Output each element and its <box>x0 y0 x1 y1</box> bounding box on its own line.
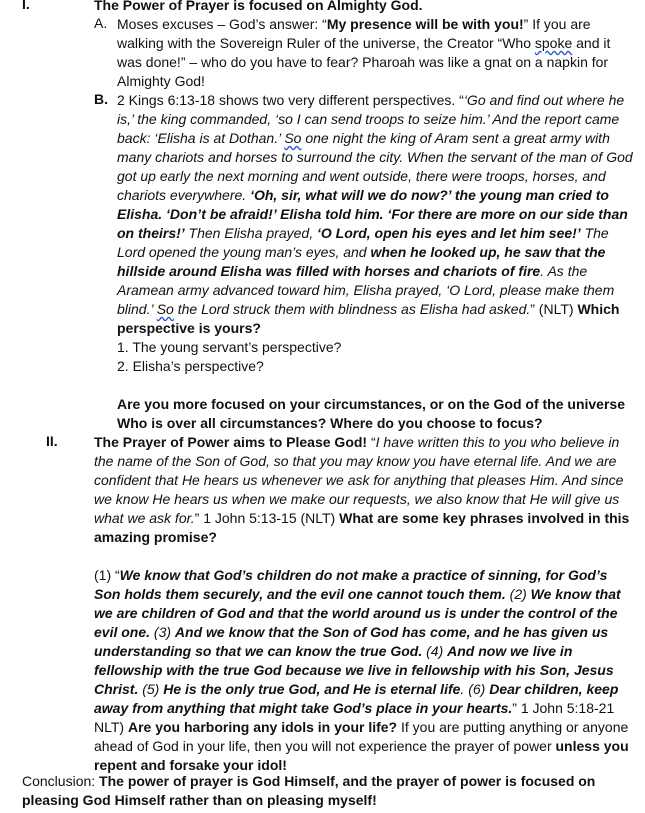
section-2-question: What are some key phrases involved in this amazing promise? <box>94 510 630 545</box>
point-b-italic-5: . As the Aramean army advanced toward him, Elisha prayed, ‘O Lord, please make them blind.’ <box>117 263 615 317</box>
focus-question <box>117 395 634 433</box>
section-2-number: II. <box>46 433 58 449</box>
conclusion-label: Conclusion: <box>22 773 100 789</box>
phrase-5-marker: (5) <box>138 681 164 697</box>
phrase-6-marker: . (6) <box>460 681 490 697</box>
point-b-text-1: 2 Kings 6:13-18 shows two very different perspectives. “ <box>117 92 464 108</box>
point-a-text-2: ” If you are walking with the Sovereign Ruler of the universe, the Creator “Who <box>117 16 591 51</box>
section-1-number: I. <box>22 0 30 12</box>
phrase-4-marker: (4) <box>422 643 448 659</box>
phrase-5: He is the only true God, and He is eternal life <box>163 681 461 697</box>
point-b-italic-1: ‘Go and find out where he is,’ the king commanded, ‘so I can send troops to seize him.’ And the report came back: ‘Elisha is at Dothan.’ <box>117 92 625 146</box>
section-2-title: The Prayer of Power aims to Please God! <box>94 434 368 450</box>
phrase-1: We know that God’s children do not make a practice of sinning, for God’s Son holds them securely, and the evil one cannot touch them. <box>94 567 608 602</box>
section-2-open-quote: “ <box>367 434 376 450</box>
section-2-verse: I have written this to you who believe in the name of the Son of God, so that you may know you have eternal life. And we are confident that He hears us whenever we ask for anything that pleases Him. And since we know He hears us when we make our requests, we also know that He will give us what we ask for. <box>94 434 624 526</box>
point-b-label: B. <box>94 91 108 107</box>
point-b-bold-italic-2: ‘O Lord, open his eyes and let him see!’ <box>316 225 581 241</box>
phrase-2-marker: (2) <box>505 586 531 602</box>
point-b-bold-italic-1: ‘Oh, sir, what will we do now?’ the young man cried to Elisha. ‘Don’t be afraid!’ Elisha told him. ‘For there are more on our side than on theirs!’ <box>117 187 628 241</box>
idols-question: Are you harboring any idols in your life? <box>127 719 398 735</box>
idols-text: If you are putting anything or anyone ahead of God in your life, then you will not experience the prayer of power <box>94 719 629 754</box>
phrase-4: And now we live in fellowship with the true God because we live in fellowship with his Son, Jesus Christ. <box>94 643 614 697</box>
phrase-3-marker: (3) <box>150 624 175 640</box>
point-b-italic-4: The Lord opened the young man’s eyes, and <box>117 225 609 260</box>
section-1-heading <box>94 0 634 15</box>
point-b-paragraph <box>117 91 634 338</box>
phrase-6: Dear children, keep away from anything that might take God’s place in your hearts. <box>94 681 619 716</box>
conclusion-text: The power of prayer is God Himself, and the prayer of power is focused on pleasing God Himself rather than on pleasing myself! <box>22 773 596 808</box>
point-a-label: A. <box>94 15 108 31</box>
phrase-1-marker: (1) “ <box>94 567 120 583</box>
key-phrases-paragraph <box>94 566 634 775</box>
point-b-so-1: So <box>284 130 302 146</box>
idols-conclusion: unless you repent and forsake your idol! <box>94 738 629 773</box>
section-2-paragraph <box>94 433 634 547</box>
list-item-2: 2. Elisha’s perspective? <box>117 358 264 374</box>
point-b-italic-3: Then Elisha prayed, <box>184 225 317 241</box>
focus-question-text: Are you more focused on your circumstances, or on the God of the universe Who is over all circumstances? Where do you choose to focus? <box>117 396 625 431</box>
point-a-text-3: and it was done!” – who do you have to fear? Pharoah was like a gnat on a napkin for Almighty God! <box>117 35 611 89</box>
section-2-reference: ” 1 John 5:13-15 (NLT) <box>194 510 340 526</box>
point-b-italic-2: one night the king of Aram sent a great army with many chariots and horses to surround the city. When the servant of the man of God got up early the next morning and went outside, there were troops, horses, and chariots everywhere. <box>117 130 633 203</box>
phrase-3: And we know that the Son of God has come, and he has given us understanding so that we can know the true God. <box>94 624 609 659</box>
conclusion-paragraph <box>22 772 612 810</box>
point-a-paragraph <box>117 15 634 91</box>
phrase-2: We know that we are children of God and that the world around us is under the control of the evil one. <box>94 586 621 640</box>
point-b-italic-6: the Lord struck them with blindness as Elisha had asked. <box>173 301 531 317</box>
point-a-text-1: Moses excuses – God’s answer: “ <box>117 16 327 32</box>
point-b-so-2: So <box>156 301 174 317</box>
point-a-spoke-word: spoke <box>534 35 573 51</box>
section-1-title: The Power of Prayer is focused on Almighty God. <box>94 0 423 13</box>
list-item-1: 1. The young servant’s perspective? <box>117 339 342 355</box>
point-a-bold-quote: My presence will be with you! <box>326 16 524 32</box>
phrases-reference: ” 1 John 5:18-21 NLT) <box>94 700 615 735</box>
point-b-citation: ” (NLT) <box>530 301 578 317</box>
point-b-bold-italic-3: when he looked up, he saw that the hillside around Elisha was filled with horses and chariots of fire <box>117 244 606 279</box>
point-b-question: Which perspective is yours? <box>117 301 620 336</box>
